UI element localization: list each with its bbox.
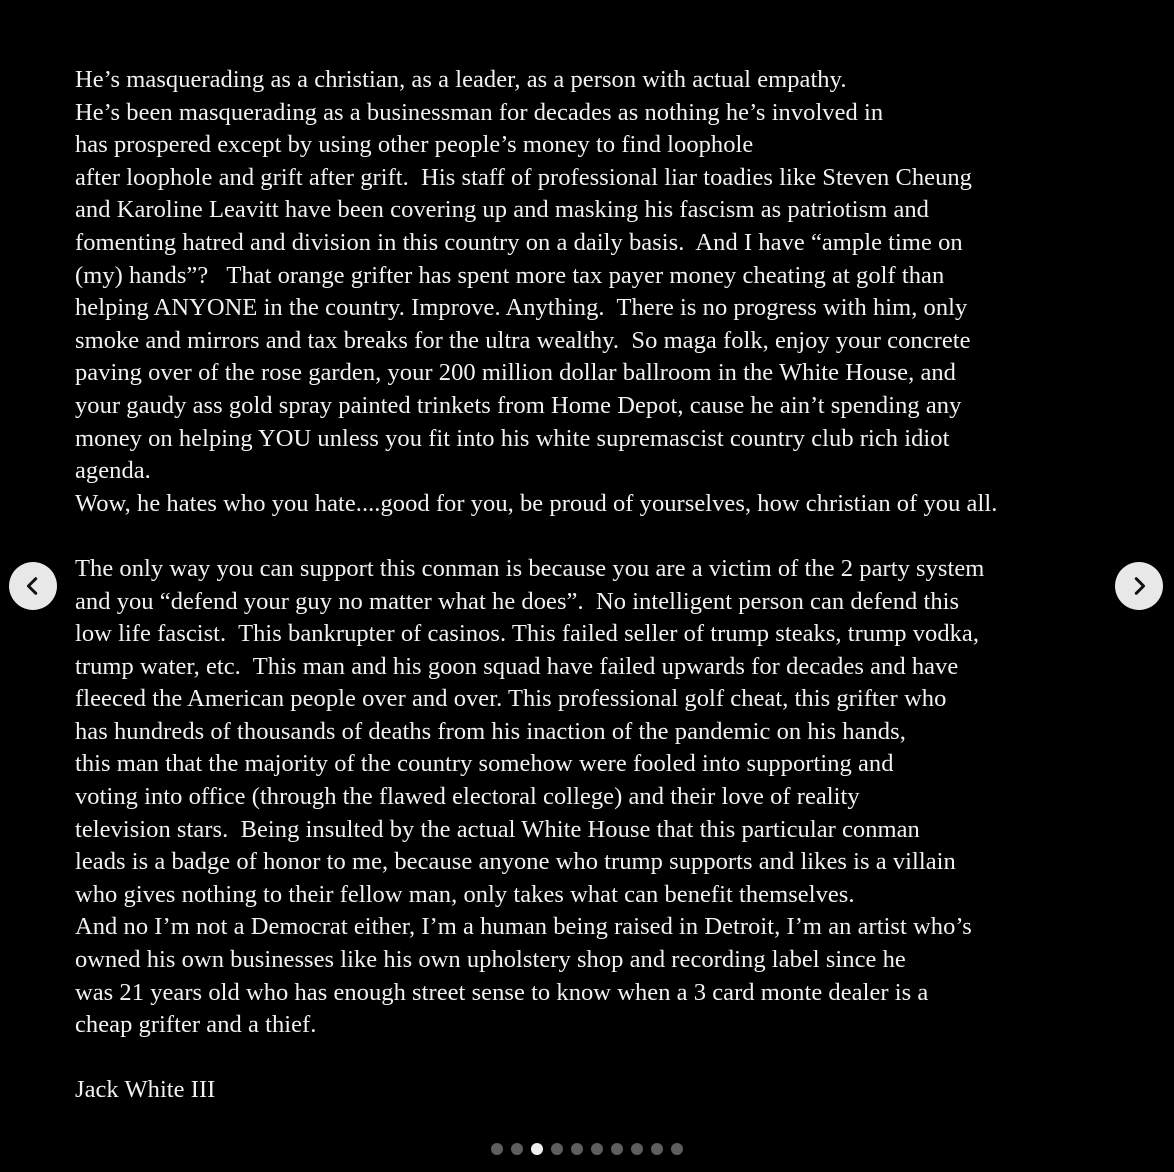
paragraph-1	[75, 64, 1135, 520]
pagination-dot[interactable]	[591, 1143, 603, 1155]
text-line: fomenting hatred and division in this country on a daily basis. And I have “ample time on	[75, 228, 963, 256]
text-line: The only way you can support this conman is because you are a victim of the 2 party system	[75, 554, 985, 582]
text-line: fleeced the American people over and over. This professional golf cheat, this grifter who	[75, 685, 947, 713]
text-line: He’s masquerading as a christian, as a leader, as a person with actual empathy.	[75, 66, 847, 93]
text-line: your gaudy ass gold spray painted trinkets from Home Depot, cause he ain’t spending any	[75, 391, 962, 419]
signature: Jack White III	[75, 1076, 216, 1104]
post-text	[75, 64, 1135, 1107]
pagination-dot-active[interactable]	[531, 1143, 543, 1155]
chevron-right-icon	[1128, 575, 1150, 597]
text-line: leads is a badge of honor to me, because anyone who trump supports and likes is a villain	[75, 848, 956, 876]
pagination-dot[interactable]	[551, 1143, 563, 1155]
pagination-dot[interactable]	[611, 1143, 623, 1155]
previous-slide-button[interactable]	[9, 562, 57, 610]
text-line: who gives nothing to their fellow man, only takes what can benefit themselves.	[75, 880, 855, 908]
text-line: voting into office (through the flawed electoral college) and their love of reality	[75, 783, 860, 811]
text-line: was 21 years old who has enough street sense to know when a 3 card monte dealer is a	[75, 978, 929, 1006]
text-line: smoke and mirrors and tax breaks for the ultra wealthy. So maga folk, enjoy your concrete	[75, 326, 971, 354]
paragraph-spacer	[75, 520, 1135, 553]
text-line: paving over of the rose garden, your 200 million dollar ballroom in the White House, and	[75, 359, 956, 387]
text-line: has prospered except by using other people’s money to find loophole	[75, 131, 754, 159]
pagination-dot[interactable]	[631, 1143, 643, 1155]
pagination-dot[interactable]	[671, 1143, 683, 1155]
text-line: has hundreds of thousands of deaths from his inaction of the pandemic on his hands,	[75, 717, 906, 745]
text-line: this man that the majority of the country somehow were fooled into supporting and	[75, 750, 894, 778]
pagination-dot[interactable]	[651, 1143, 663, 1155]
next-slide-button[interactable]	[1115, 562, 1163, 610]
text-line: owned his own businesses like his own upholstery shop and recording label since he	[75, 946, 906, 974]
text-line: television stars. Being insulted by the actual White House that this particular conman	[75, 815, 920, 843]
text-line: and you “defend your guy no matter what he does”. No intelligent person can defend this	[75, 587, 960, 615]
text-line: after loophole and grift after grift. His staff of professional liar toadies like Steven Cheung	[75, 163, 972, 191]
pagination-dot[interactable]	[511, 1143, 523, 1155]
text-line: and Karoline Leavitt have been covering up and masking his fascism as patriotism and	[75, 196, 929, 224]
text-line: agenda.	[75, 457, 151, 485]
paragraph-2	[75, 553, 1135, 1042]
text-line: And no I’m not a Democrat either, I’m a human being raised in Detroit, I’m an artist who’s	[75, 913, 972, 941]
text-line: helping ANYONE in the country. Improve. Anything. There is no progress with him, only	[75, 294, 968, 322]
text-line: cheap grifter and a thief.	[75, 1011, 317, 1039]
text-line: Wow, he hates who you hate....good for you, be proud of yourselves, how christian of you all.	[75, 489, 998, 517]
text-line: (my) hands”? That orange grifter has spent more tax payer money cheating at golf than	[75, 261, 945, 289]
text-line: trump water, etc. This man and his goon squad have failed upwards for decades and have	[75, 652, 959, 680]
text-line: low life fascist. This bankrupter of casinos. This failed seller of trump steaks, trump vodka,	[75, 620, 980, 648]
pagination-dot[interactable]	[571, 1143, 583, 1155]
carousel-pagination	[0, 1143, 1174, 1155]
pagination-dot[interactable]	[491, 1143, 503, 1155]
text-line: He’s been masquerading as a businessman for decades as nothing he’s involved in	[75, 98, 884, 126]
chevron-left-icon	[22, 575, 44, 597]
text-line: money on helping YOU unless you fit into his white supremascist country club rich idiot	[75, 424, 950, 452]
paragraph-spacer	[75, 1042, 1135, 1075]
